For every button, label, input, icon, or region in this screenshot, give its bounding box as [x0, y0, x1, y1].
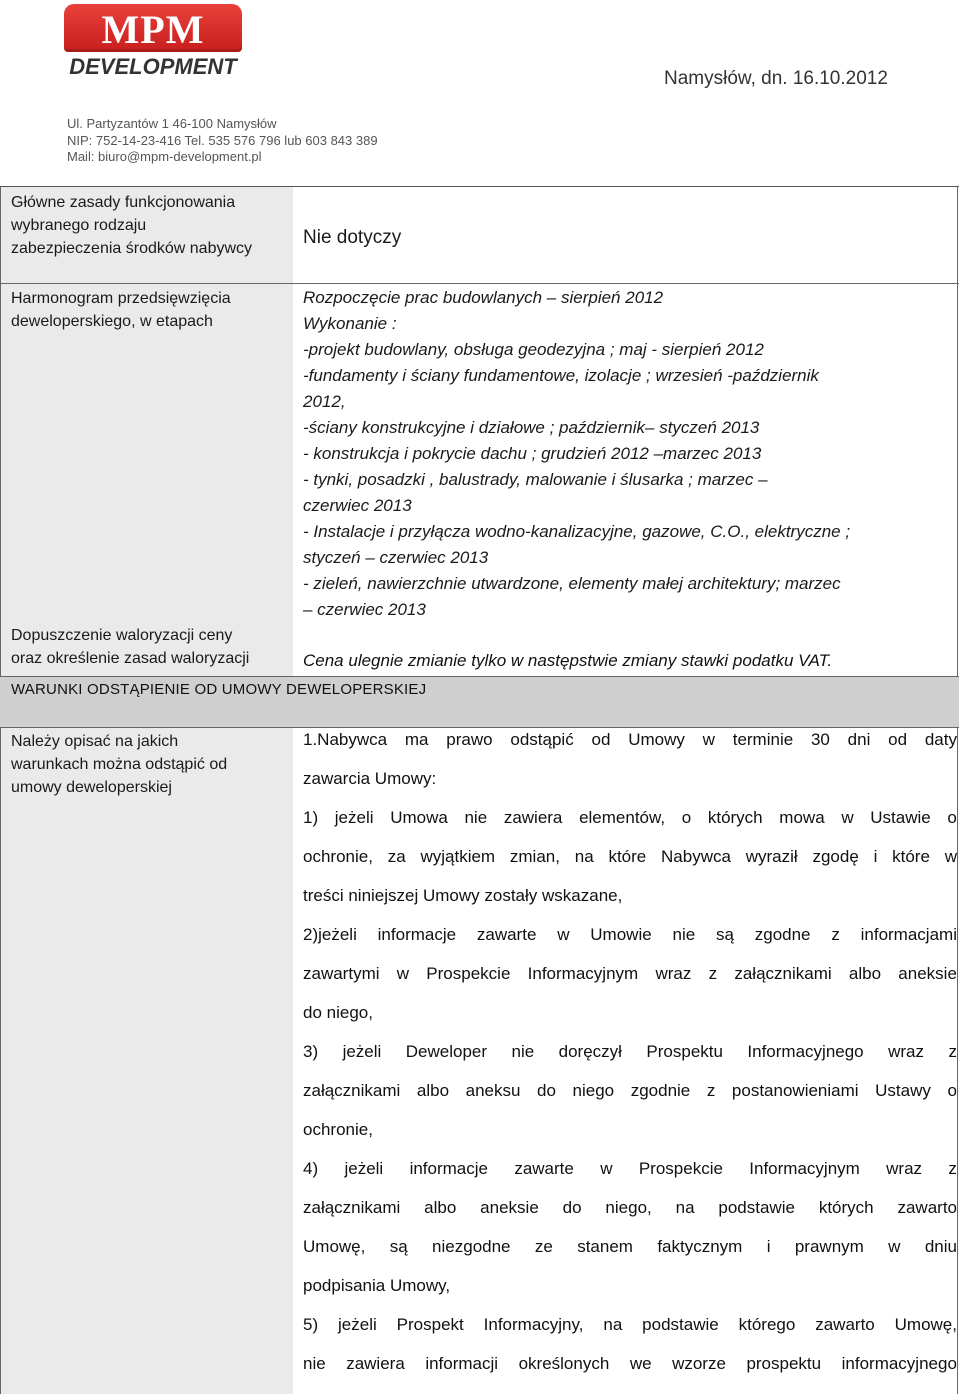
condition-line: załącznikami albo aneksie do niego, na podstawie których zawarto [303, 1198, 957, 1217]
condition-line: zawarcia Umowy: [303, 769, 437, 788]
schedule-line: Rozpoczęcie prac budowlanych – sierpień 2012 [303, 288, 664, 307]
label-line: umowy deweloperskiej [11, 779, 172, 796]
schedule-line: -projekt budowlany, obsługa geodezyjna ; maj - sierpień 2012 [303, 340, 764, 359]
schedule-line: czerwiec 2013 [303, 496, 412, 515]
condition-line: 3) jeżeli Deweloper nie doręczył Prospektu Informacyjnego wraz z [303, 1042, 957, 1061]
label-line: oraz określenie zasad waloryzacji [11, 650, 250, 667]
schedule-line: – czerwiec 2013 [303, 600, 426, 619]
document-date: Namysłów, dn. 16.10.2012 [664, 68, 888, 89]
schedule-line: Wykonanie : [303, 314, 397, 333]
schedule-line: 2012, [303, 392, 346, 411]
condition-line: zawartymi w Prospekcie Informacyjnym wraz z załącznikami albo aneksie [303, 964, 957, 983]
label-line: Główne zasady funkcjonowania [11, 194, 236, 211]
waloryzacja-value: Cena ulegnie zmianie tylko w następstwie zmiany stawki podatku VAT. [303, 651, 833, 670]
label-line: Należy opisać na jakich [11, 733, 179, 750]
condition-line: załącznikami albo aneksu do niego zgodnie z postanowieniami Ustawy o [303, 1081, 957, 1100]
section-header-warunki: WARUNKI ODSTĄPIENIE OD UMOWY DEWELOPERSKIEJ [11, 681, 427, 698]
schedule-line: -ściany konstrukcyjne i działowe ; październik– styczeń 2013 [303, 418, 760, 437]
condition-line: ochronie, [303, 1120, 373, 1139]
schedule-line: - zieleń, nawierzchnie utwardzone, elementy małej architektury; marzec [303, 574, 841, 593]
label-line: wybranego rodzaju [11, 217, 147, 234]
condition-line: 1) jeżeli Umowa nie zawiera elementów, o których mowa w Ustawie o [303, 808, 957, 827]
schedule-line: - Instalacje i przyłącza wodno-kanalizacyjne, gazowe, C.O., elektryczne ; [303, 522, 851, 541]
condition-line: podpisania Umowy, [303, 1276, 451, 1295]
logo-development-text: DEVELOPMENT [69, 54, 237, 79]
condition-line: 1.Nabywca ma prawo odstąpić od Umowy w terminie 30 dni od daty [303, 730, 957, 749]
row-divider [0, 283, 959, 284]
condition-line: 4) jeżeli informacje zawarte w Prospekcie Informacyjnym wraz z [303, 1159, 957, 1178]
condition-line: nie zawiera informacji określonych we wzorze prospektu informacyjnego [303, 1354, 957, 1373]
condition-line: treści niniejszej Umowy zostały wskazane, [303, 886, 623, 905]
label-line: zabezpieczenia środków nabywcy [11, 240, 253, 257]
condition-line: ochronie, za wyjątkiem zmian, na które Nabywca wyraził zgodę i które w [303, 847, 957, 866]
address-line: Ul. Partyzantów 1 46-100 Namysłów [67, 116, 277, 131]
row-label-odstapienie [11, 730, 227, 799]
schedule-line: -fundamenty i ściany fundamentowe, izolacje ; wrzesień -październik [303, 366, 819, 385]
row-label-zabezpieczenie [11, 191, 252, 260]
zabezpieczenie-value: Nie dotyczy [303, 227, 402, 248]
row-label-harmonogram [11, 287, 231, 333]
condition-line: Umowę, są niezgodne ze stanem faktycznym i prawnym w dniu [303, 1237, 957, 1256]
nip-phone-line: NIP: 752-14-23-416 Tel. 535 576 796 lub 603 843 389 [67, 133, 378, 148]
condition-line: do niego, [303, 1003, 373, 1022]
schedule-line: - konstrukcja i pokrycie dachu ; grudzień 2012 –marzec 2013 [303, 444, 762, 463]
schedule-line: - tynki, posadzki , balustrady, malowanie i ślusarka ; marzec – [303, 470, 768, 489]
row-label-waloryzacja [11, 624, 249, 670]
label-line: Harmonogram przedsięwzięcia [11, 290, 231, 307]
condition-line: 5) jeżeli Prospekt Informacyjny, na podstawie którego zawarto Umowę, [303, 1315, 957, 1334]
email-line: Mail: biuro@mpm-development.pl [67, 149, 262, 164]
company-logo [62, 4, 244, 80]
logo-mpm-text: MPM [101, 7, 205, 52]
schedule-line: styczeń – czerwiec 2013 [303, 548, 489, 567]
label-line: warunkach można odstąpić od [11, 756, 228, 773]
label-line: deweloperskiego, w etapach [11, 313, 213, 330]
condition-line: 2)jeżeli informacje zawarte w Umowie nie są zgodne z informacjami [303, 925, 957, 944]
label-line: Dopuszczenie waloryzacji ceny [11, 627, 233, 644]
